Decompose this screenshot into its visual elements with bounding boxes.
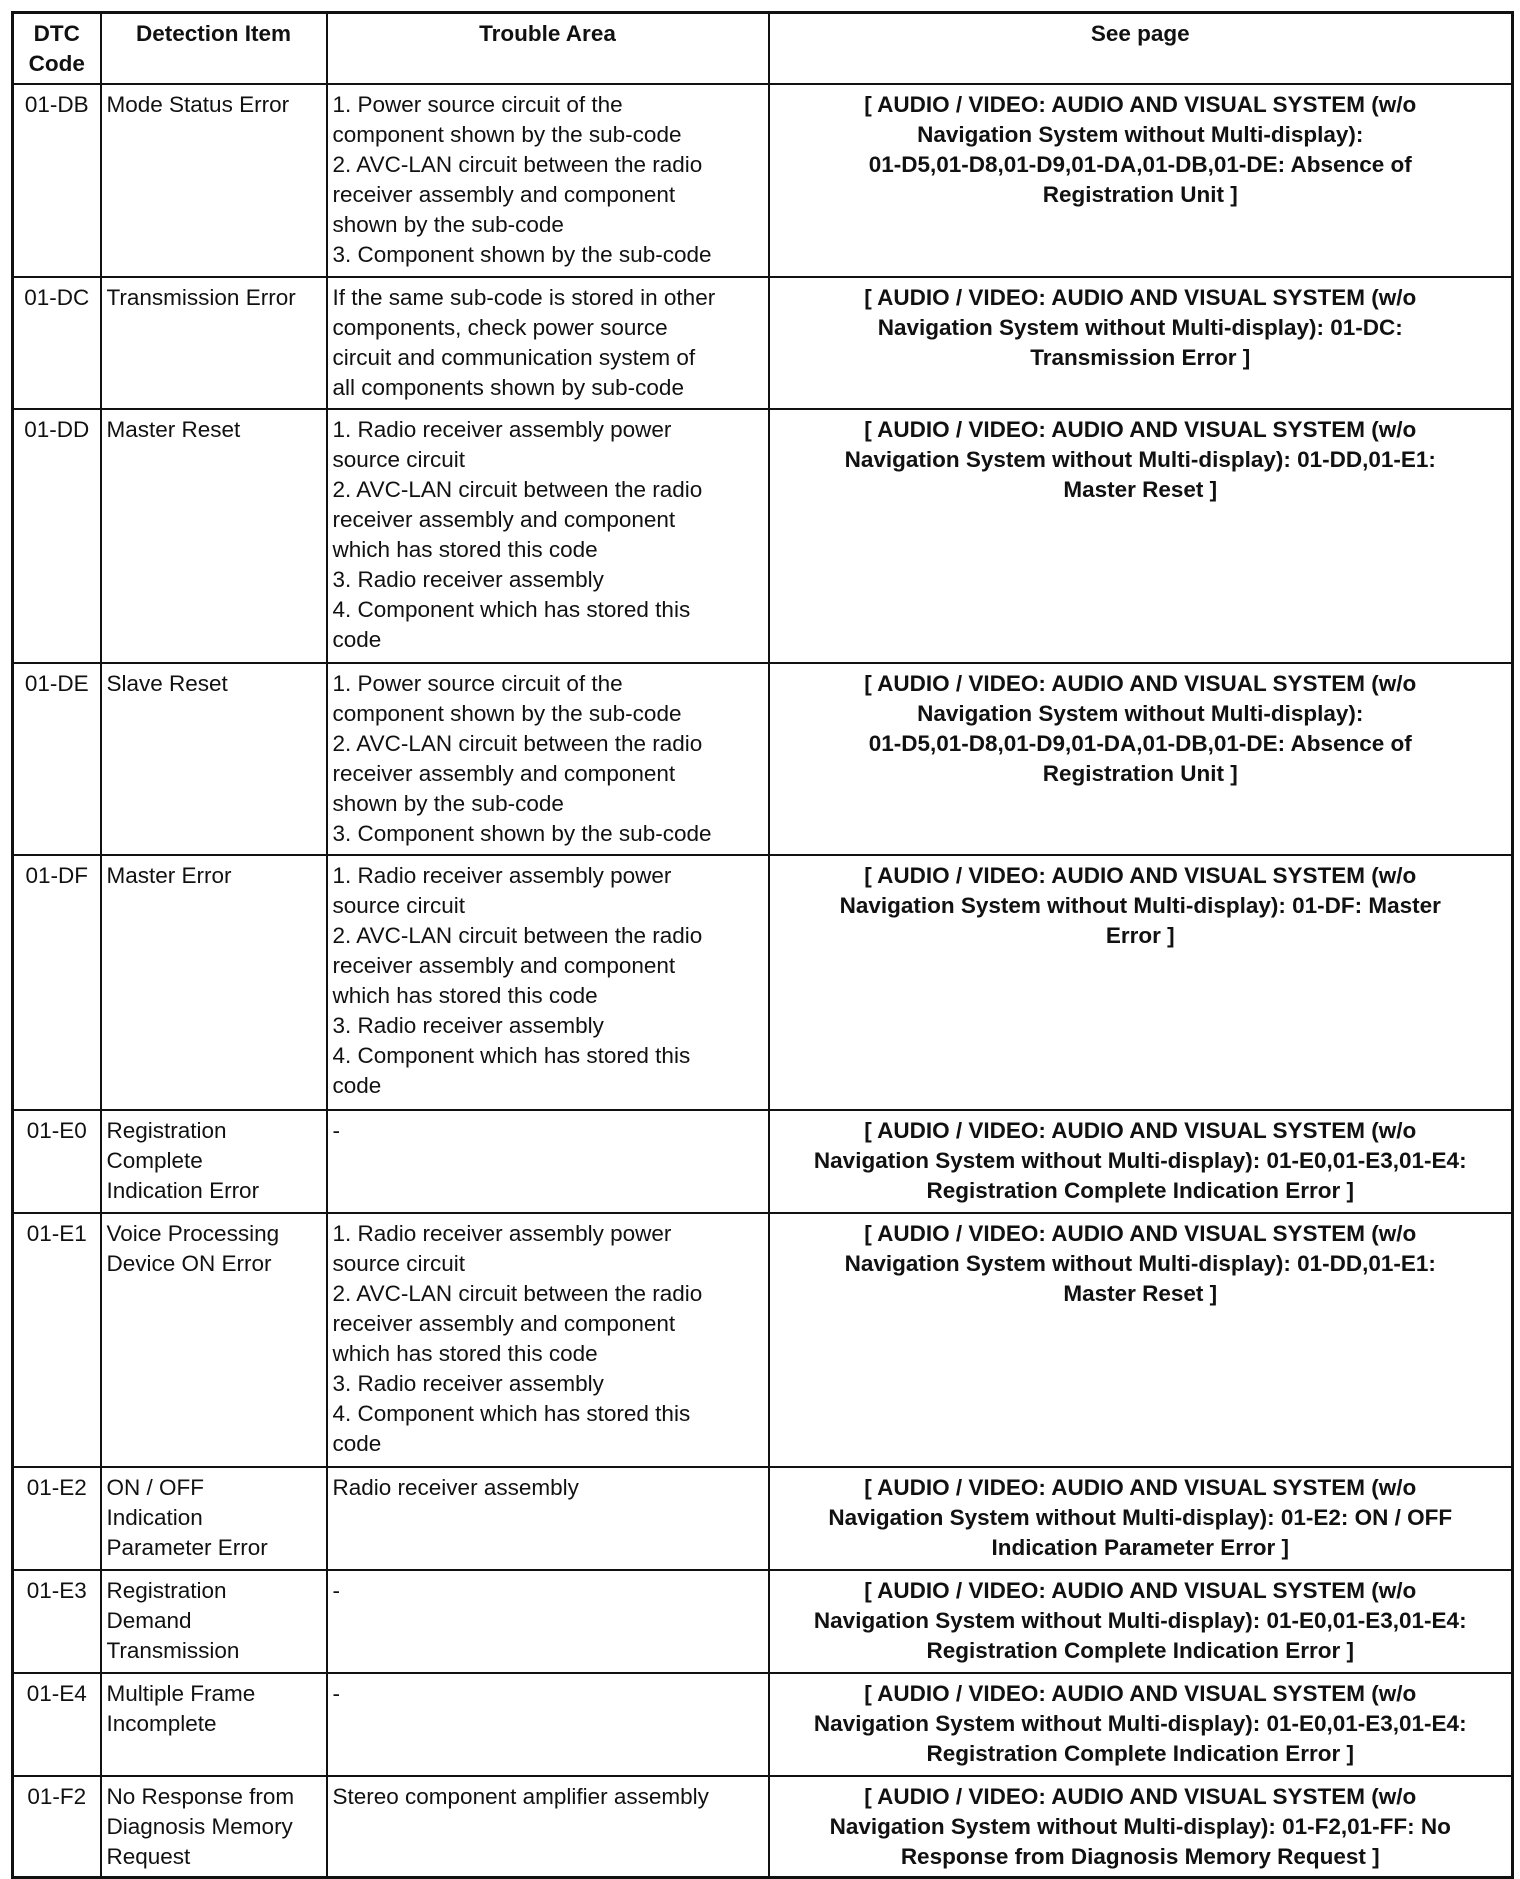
item-line: Master Reset — [106, 417, 241, 442]
table-row — [13, 84, 1513, 277]
trouble-line: which has stored this code — [332, 537, 598, 562]
see-page-link-line[interactable]: [ AUDIO / VIDEO: AUDIO AND VISUAL SYSTEM (w/o — [864, 285, 1417, 310]
trouble-line: 3. Radio receiver assembly — [332, 567, 604, 592]
trouble-line: 2. AVC-LAN circuit between the radio — [332, 1281, 703, 1306]
see-page-link-line[interactable]: Master Reset ] — [1063, 477, 1218, 502]
dtc-code-cell: 01-E2 — [13, 1467, 101, 1570]
table-row — [13, 663, 1513, 855]
item-line: Request — [106, 1844, 191, 1869]
detection-item-cell — [101, 1776, 327, 1877]
see-page-link-line[interactable]: Navigation System without Multi-display): 01-F2,01-FF: No — [829, 1814, 1451, 1839]
item-line: Voice Processing — [106, 1221, 280, 1246]
trouble-line: receiver assembly and component — [332, 182, 676, 207]
item-line: Indication — [106, 1505, 203, 1530]
see-page-link-line[interactable]: Indication Parameter Error ] — [991, 1535, 1290, 1560]
item-line: Master Error — [106, 863, 232, 888]
trouble-area-cell — [327, 84, 769, 277]
trouble-line: 3. Radio receiver assembly — [332, 1371, 604, 1396]
see-page-link-line[interactable]: 01-D5,01-D8,01-D9,01-DA,01-DB,01-DE: Absence of — [868, 731, 1412, 756]
trouble-line: 3. Component shown by the sub-code — [332, 821, 712, 846]
trouble-area-cell — [327, 1673, 769, 1776]
see-page-link-line[interactable]: Registration Unit ] — [1042, 182, 1238, 207]
see-page-link-line[interactable]: Registration Complete Indication Error ] — [926, 1741, 1355, 1766]
item-line: Registration — [106, 1578, 227, 1603]
dtc-code-cell: 01-DB — [13, 84, 101, 277]
header-row — [13, 13, 1513, 85]
see-page-link-line[interactable]: Navigation System without Multi-display): 01-DC: — [877, 315, 1403, 340]
table-row — [13, 1110, 1513, 1213]
see-page-link-line[interactable]: Transmission Error ] — [1030, 345, 1251, 370]
trouble-area-cell — [327, 1110, 769, 1213]
trouble-line: code — [332, 1073, 382, 1098]
trouble-line: 1. Radio receiver assembly power — [332, 1221, 672, 1246]
table-row — [13, 409, 1513, 663]
trouble-line: 1. Radio receiver assembly power — [332, 863, 672, 888]
trouble-area-cell — [327, 1467, 769, 1570]
see-page-link-line[interactable]: [ AUDIO / VIDEO: AUDIO AND VISUAL SYSTEM (w/o — [864, 417, 1417, 442]
trouble-area-cell — [327, 663, 769, 855]
detection-item-cell — [101, 1110, 327, 1213]
trouble-line: Stereo component amplifier assembly — [332, 1784, 709, 1809]
trouble-line: - — [332, 1118, 340, 1143]
trouble-line: 4. Component which has stored this — [332, 1043, 691, 1068]
see-page-cell — [769, 277, 1513, 409]
detection-item-cell — [101, 663, 327, 855]
see-page-link-line[interactable]: 01-D5,01-D8,01-D9,01-DA,01-DB,01-DE: Absence of — [868, 152, 1412, 177]
dtc-code-cell: 01-DE — [13, 663, 101, 855]
trouble-line: 2. AVC-LAN circuit between the radio — [332, 923, 703, 948]
header-detection-item: Detection Item — [101, 13, 327, 85]
item-line: No Response from — [106, 1784, 295, 1809]
see-page-cell — [769, 1673, 1513, 1776]
see-page-link-line[interactable]: [ AUDIO / VIDEO: AUDIO AND VISUAL SYSTEM (w/o — [864, 92, 1417, 117]
header-dtc-code — [13, 13, 101, 85]
trouble-line: 3. Component shown by the sub-code — [332, 242, 712, 267]
header-see-page: See page — [769, 13, 1513, 85]
see-page-link-line[interactable]: Navigation System without Multi-display): — [917, 122, 1364, 147]
table-row — [13, 277, 1513, 409]
header-text: DTC — [33, 21, 80, 46]
trouble-line: which has stored this code — [332, 983, 598, 1008]
item-line: Incomplete — [106, 1711, 217, 1736]
detection-item-cell — [101, 277, 327, 409]
trouble-line: - — [332, 1578, 340, 1603]
see-page-cell — [769, 1213, 1513, 1467]
trouble-line: shown by the sub-code — [332, 212, 564, 237]
item-line: ON / OFF — [106, 1475, 204, 1500]
see-page-cell — [769, 1776, 1513, 1877]
header-trouble-area: Trouble Area — [327, 13, 769, 85]
trouble-line: 2. AVC-LAN circuit between the radio — [332, 731, 703, 756]
detection-item-cell — [101, 409, 327, 663]
trouble-line: If the same sub-code is stored in other — [332, 285, 716, 310]
trouble-line: receiver assembly and component — [332, 1311, 676, 1336]
trouble-line: 1. Power source circuit of the — [332, 92, 623, 117]
see-page-cell — [769, 855, 1513, 1110]
see-page-link-line[interactable]: Master Reset ] — [1063, 1281, 1218, 1306]
trouble-area-cell — [327, 1570, 769, 1673]
trouble-line: source circuit — [332, 447, 466, 472]
trouble-line: - — [332, 1681, 340, 1706]
trouble-line: components, check power source — [332, 315, 668, 340]
see-page-link-line[interactable]: Error ] — [1105, 923, 1175, 948]
detection-item-cell — [101, 1213, 327, 1467]
item-line: Registration — [106, 1118, 227, 1143]
trouble-area-cell — [327, 855, 769, 1110]
trouble-area-cell — [327, 277, 769, 409]
item-line: Diagnosis Memory — [106, 1814, 293, 1839]
trouble-area-cell — [327, 1213, 769, 1467]
see-page-link-line[interactable]: [ AUDIO / VIDEO: AUDIO AND VISUAL SYSTEM (w/o — [864, 1118, 1417, 1143]
see-page-link-line[interactable]: Navigation System without Multi-display): 01-E0,01-E3,01-E4: — [813, 1711, 1467, 1736]
trouble-line: 1. Radio receiver assembly power — [332, 417, 672, 442]
see-page-cell — [769, 1570, 1513, 1673]
see-page-link-line[interactable]: [ AUDIO / VIDEO: AUDIO AND VISUAL SYSTEM (w/o — [864, 1681, 1417, 1706]
trouble-line: receiver assembly and component — [332, 507, 676, 532]
trouble-area-cell — [327, 1776, 769, 1877]
item-line: Transmission Error — [106, 285, 296, 310]
see-page-link-line[interactable]: Navigation System without Multi-display): — [917, 701, 1364, 726]
item-line: Parameter Error — [106, 1535, 268, 1560]
trouble-line: source circuit — [332, 1251, 466, 1276]
dtc-table — [11, 11, 1514, 1879]
detection-item-cell — [101, 855, 327, 1110]
table-row — [13, 1467, 1513, 1570]
dtc-code-cell: 01-E3 — [13, 1570, 101, 1673]
trouble-line: shown by the sub-code — [332, 791, 564, 816]
dtc-code-cell: 01-DD — [13, 409, 101, 663]
trouble-line: 1. Power source circuit of the — [332, 671, 623, 696]
trouble-line: source circuit — [332, 893, 466, 918]
header-text: Code — [28, 51, 85, 76]
see-page-link-line[interactable]: Navigation System without Multi-display): 01-E0,01-E3,01-E4: — [813, 1148, 1467, 1173]
trouble-line: receiver assembly and component — [332, 953, 676, 978]
trouble-area-cell — [327, 409, 769, 663]
dtc-code-cell: 01-E4 — [13, 1673, 101, 1776]
table-row — [13, 1570, 1513, 1673]
table-row — [13, 1673, 1513, 1776]
see-page-link-line[interactable]: Registration Complete Indication Error ] — [926, 1178, 1355, 1203]
trouble-line: all components shown by sub-code — [332, 375, 684, 400]
trouble-line: 3. Radio receiver assembly — [332, 1013, 604, 1038]
see-page-link-line[interactable]: [ AUDIO / VIDEO: AUDIO AND VISUAL SYSTEM (w/o — [864, 1475, 1417, 1500]
see-page-link-line[interactable]: Registration Unit ] — [1042, 761, 1238, 786]
item-line: Device ON Error — [106, 1251, 272, 1276]
trouble-line: 4. Component which has stored this — [332, 1401, 691, 1426]
table-row — [13, 855, 1513, 1110]
dtc-code-cell: 01-F2 — [13, 1776, 101, 1877]
trouble-line: component shown by the sub-code — [332, 701, 682, 726]
see-page-cell — [769, 84, 1513, 277]
trouble-line: code — [332, 1431, 382, 1456]
see-page-link-line[interactable]: Navigation System without Multi-display): 01-E2: ON / OFF — [828, 1505, 1453, 1530]
see-page-link-line[interactable]: Navigation System without Multi-display): 01-E0,01-E3,01-E4: — [813, 1608, 1467, 1633]
see-page-link-line[interactable]: Registration Complete Indication Error ] — [926, 1638, 1355, 1663]
trouble-line: 4. Component which has stored this — [332, 597, 691, 622]
see-page-link-line[interactable]: [ AUDIO / VIDEO: AUDIO AND VISUAL SYSTEM (w/o — [864, 863, 1417, 888]
trouble-line: Radio receiver assembly — [332, 1475, 579, 1500]
see-page-link-line[interactable]: [ AUDIO / VIDEO: AUDIO AND VISUAL SYSTEM (w/o — [864, 1784, 1417, 1809]
see-page-cell — [769, 663, 1513, 855]
dtc-code-cell: 01-E1 — [13, 1213, 101, 1467]
see-page-cell — [769, 1467, 1513, 1570]
detection-item-cell — [101, 1467, 327, 1570]
table-row — [13, 1776, 1513, 1877]
trouble-line: code — [332, 627, 382, 652]
item-line: Transmission — [106, 1638, 240, 1663]
dtc-code-cell: 01-DF — [13, 855, 101, 1110]
see-page-link-line[interactable]: [ AUDIO / VIDEO: AUDIO AND VISUAL SYSTEM (w/o — [864, 1578, 1417, 1603]
trouble-line: which has stored this code — [332, 1341, 598, 1366]
trouble-line: 2. AVC-LAN circuit between the radio — [332, 477, 703, 502]
trouble-line: receiver assembly and component — [332, 761, 676, 786]
trouble-line: 2. AVC-LAN circuit between the radio — [332, 152, 703, 177]
table-row — [13, 1213, 1513, 1467]
item-line: Indication Error — [106, 1178, 260, 1203]
dtc-code-cell: 01-DC — [13, 277, 101, 409]
see-page-link-line[interactable]: Navigation System without Multi-display): 01-DF: Master — [839, 893, 1441, 918]
detection-item-cell — [101, 1570, 327, 1673]
detection-item-cell — [101, 1673, 327, 1776]
detection-item-cell — [101, 84, 327, 277]
item-line: Complete — [106, 1148, 203, 1173]
see-page-link-line[interactable]: Response from Diagnosis Memory Request ] — [900, 1844, 1380, 1869]
trouble-line: component shown by the sub-code — [332, 122, 682, 147]
item-line: Mode Status Error — [106, 92, 290, 117]
see-page-link-line[interactable]: [ AUDIO / VIDEO: AUDIO AND VISUAL SYSTEM (w/o — [864, 671, 1417, 696]
item-line: Slave Reset — [106, 671, 228, 696]
item-line: Multiple Frame — [106, 1681, 256, 1706]
see-page-link-line[interactable]: [ AUDIO / VIDEO: AUDIO AND VISUAL SYSTEM (w/o — [864, 1221, 1417, 1246]
trouble-line: circuit and communication system of — [332, 345, 696, 370]
see-page-link-line[interactable]: Navigation System without Multi-display): 01-DD,01-E1: — [844, 447, 1436, 472]
dtc-code-cell: 01-E0 — [13, 1110, 101, 1213]
item-line: Demand — [106, 1608, 192, 1633]
see-page-cell — [769, 1110, 1513, 1213]
see-page-link-line[interactable]: Navigation System without Multi-display): 01-DD,01-E1: — [844, 1251, 1436, 1276]
see-page-cell — [769, 409, 1513, 663]
